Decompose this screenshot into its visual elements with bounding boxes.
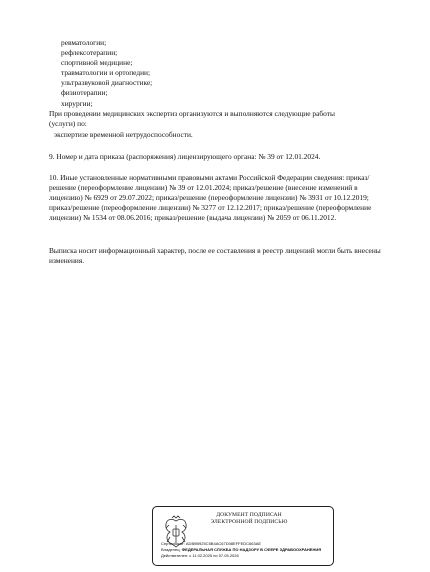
certificate-value: ADB9B925C5B4AC67D08EFFEDC663AE <box>185 541 262 546</box>
signature-title-line2: ЭЛЕКТРОННОЙ ПОДПИСЬЮ <box>210 519 288 526</box>
owner-value: ФЕДЕРАЛЬНАЯ СЛУЖБА ПО НАДЗОРУ В СФЕРЕ ЗДРАВООХРАНЕНИЯ <box>181 547 322 553</box>
validity-value: с 11.02.2025 по 07.05.2026 <box>189 553 239 559</box>
section-10: 10. Иные установленные нормативными правовыми актами Российской Федерации сведения: приказ/решение (переоформление лицензии) № 39 от 12.01.2024; приказ/решение (внесение изменений в лицензию) № 6929 от 29.07.2022; приказ/решение (переоформление лицензии) № 3931 от 10.12.2019; приказ/решение (переоформление лицензии) № 3277 от 12.12.2017; приказ/решение (переоформление лицензии) № 1534 от 08.06.2016; приказ/решение (выдача лицензии) № 2059 от 06.11.2012. <box>49 173 372 223</box>
activity-list <box>61 38 152 109</box>
signature-details <box>161 541 321 560</box>
activity-item: физиотерапии; <box>61 88 108 98</box>
expertise-item: экспертизе временной нетрудоспособности. <box>54 130 193 139</box>
disclaimer: Выписка носит информационный характер, после ее составления в реестр лицензий могли быть внесены изменения. <box>49 246 381 266</box>
activity-item: спортивной медицине; <box>61 58 133 68</box>
expertise-intro-line2: (услуги) по: <box>49 119 87 128</box>
validity-label: Действителен: <box>161 553 189 559</box>
certificate-label: Сертификат: <box>161 541 185 546</box>
expertise-intro-line1: При проведении медицинских экспертиз организуются и выполняются следующие работы <box>49 109 335 118</box>
electronic-signature-stamp <box>152 506 334 566</box>
section-9: 9. Номер и дата приказа (распоряжения) лицензирующего органа: № 39 от 12.01.2024. <box>49 152 321 161</box>
activity-item: травматологии и ортопедии; <box>61 68 151 78</box>
activity-item: ревматологии; <box>61 38 107 47</box>
validity-line <box>161 553 321 559</box>
activity-item: ультразвуковой диагностике; <box>61 78 153 88</box>
activity-item: рефлексотерапии; <box>61 48 118 58</box>
activity-item: хирургии; <box>61 98 93 108</box>
signature-title <box>201 512 297 527</box>
owner-label: Владелец: <box>161 547 181 553</box>
signature-title-line1: ДОКУМЕНТ ПОДПИСАН <box>216 512 282 518</box>
